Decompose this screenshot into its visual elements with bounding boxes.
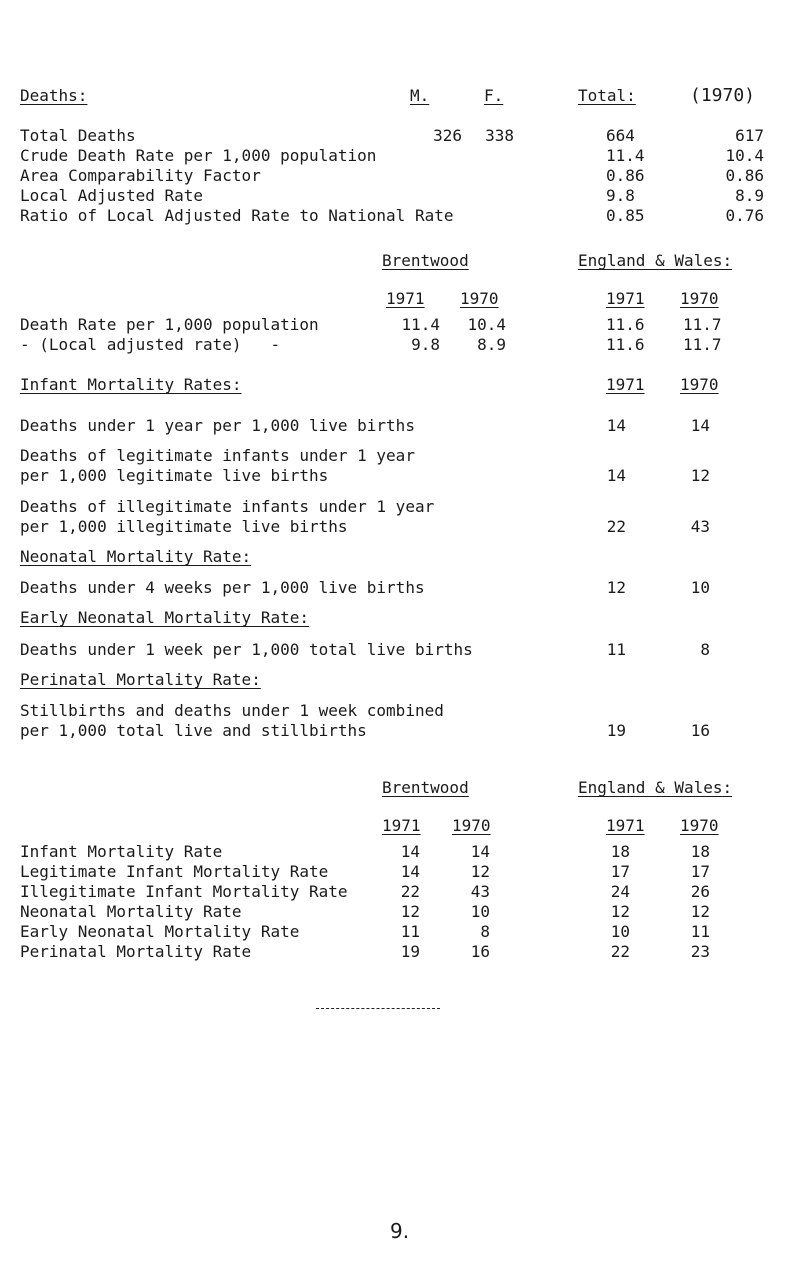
deaths-row-total: 664 <box>606 126 635 145</box>
deaths-row-total: 0.86 <box>606 166 645 185</box>
early-neonatal-label: Deaths under 1 week per 1,000 total live births <box>20 640 473 659</box>
comparison-value: 11 <box>400 922 420 941</box>
infant-heading: Infant Mortality Rates: <box>20 375 242 394</box>
year-header: 1970 <box>680 816 719 835</box>
comparison-value: 10 <box>610 922 630 941</box>
death-rate-value: 10.4 <box>467 315 506 334</box>
deaths-row-label: Area Comparability Factor <box>20 166 261 185</box>
year-header: 1970 <box>452 816 491 835</box>
comparison-value: 14 <box>470 842 490 861</box>
comparison-value: 8 <box>480 922 490 941</box>
comparison-value: 14 <box>400 842 420 861</box>
group-brentwood-header: Brentwood <box>382 778 469 797</box>
perinatal-heading: Perinatal Mortality Rate: <box>20 670 261 689</box>
comparison-value: 12 <box>470 862 490 881</box>
death-rate-row-label: - (Local adjusted rate) - <box>20 335 281 354</box>
comparison-value: 43 <box>470 882 490 901</box>
year-header: 1971 <box>386 289 425 308</box>
year-header: 1970 <box>460 289 499 308</box>
comparison-value: 17 <box>690 862 710 881</box>
perinatal-label: Stillbirths and deaths under 1 week combined <box>20 701 444 720</box>
death-rate-value: 8.9 <box>477 335 506 354</box>
comparison-value: 12 <box>400 902 420 921</box>
infant-item-label: per 1,000 legitimate live births <box>20 466 329 485</box>
infant-value-1971: 22 <box>606 517 626 536</box>
comparison-value: 18 <box>610 842 630 861</box>
page-number: 9. <box>390 1219 410 1243</box>
infant-item-label: Deaths of illegitimate infants under 1 year <box>20 497 435 516</box>
comparison-value: 16 <box>470 942 490 961</box>
deaths-row-label: Total Deaths <box>20 126 136 145</box>
deaths-row-prev: 617 <box>735 126 764 145</box>
comparison-value: 22 <box>400 882 420 901</box>
comparison-value: 14 <box>400 862 420 881</box>
neonatal-heading: Neonatal Mortality Rate: <box>20 547 252 566</box>
deaths-heading: Deaths: <box>20 86 88 105</box>
comparison-value: 12 <box>690 902 710 921</box>
infant-value-1970: 43 <box>690 517 710 536</box>
comparison-value: 10 <box>470 902 490 921</box>
deaths-row-total: 0.85 <box>606 206 645 225</box>
deaths-row-prev: 8.9 <box>735 186 764 205</box>
col-total-header: Total: <box>578 86 636 105</box>
comparison-value: 18 <box>690 842 710 861</box>
death-rate-value: 11.4 <box>401 315 440 334</box>
deaths-row-prev: 0.76 <box>725 206 764 225</box>
comparison-row-label: Legitimate Infant Mortality Rate <box>20 862 329 881</box>
death-rate-value: 11.6 <box>606 315 645 334</box>
comparison-value: 24 <box>610 882 630 901</box>
comparison-value: 22 <box>610 942 630 961</box>
comparison-row-label: Early Neonatal Mortality Rate <box>20 922 300 941</box>
deaths-row-total: 11.4 <box>606 146 645 165</box>
comparison-value: 26 <box>690 882 710 901</box>
early-neonatal-value-1970: 8 <box>700 640 710 659</box>
deaths-row-prev: 0.86 <box>725 166 764 185</box>
deaths-row-male: 326 <box>433 126 462 145</box>
neonatal-label: Deaths under 4 weeks per 1,000 live births <box>20 578 425 597</box>
comparison-row-label: Illegitimate Infant Mortality Rate <box>20 882 348 901</box>
early-neonatal-value-1971: 11 <box>606 640 626 659</box>
infant-item-label: Deaths of legitimate infants under 1 year <box>20 446 415 465</box>
death-rate-value: 11.7 <box>683 315 722 334</box>
infant-value-1970: 12 <box>690 466 710 485</box>
death-rate-value: 11.6 <box>606 335 645 354</box>
infant-value-1971: 14 <box>606 466 626 485</box>
comparison-row-label: Infant Mortality Rate <box>20 842 223 861</box>
comparison-row-label: Neonatal Mortality Rate <box>20 902 242 921</box>
deaths-row-prev: 10.4 <box>725 146 764 165</box>
death-rate-row-label: Death Rate per 1,000 population <box>20 315 319 334</box>
neonatal-value-1971: 12 <box>606 578 626 597</box>
comparison-value: 11 <box>690 922 710 941</box>
year-header: 1971 <box>382 816 421 835</box>
neonatal-value-1970: 10 <box>690 578 710 597</box>
year-header: 1970 <box>680 289 719 308</box>
group-brentwood-header: Brentwood <box>382 251 469 270</box>
death-rate-value: 11.7 <box>683 335 722 354</box>
comparison-row-label: Perinatal Mortality Rate <box>20 942 252 961</box>
deaths-row-label: Local Adjusted Rate <box>20 186 204 205</box>
year-header: 1971 <box>606 375 645 394</box>
perinatal-value-1970: 16 <box>690 721 710 740</box>
deaths-row-total: 9.8 <box>606 186 635 205</box>
infant-value-1970: 14 <box>690 416 710 435</box>
perinatal-value-1971: 19 <box>606 721 626 740</box>
group-england-wales-header: England & Wales: <box>578 251 733 270</box>
year-header: 1971 <box>606 289 645 308</box>
infant-item-label: Deaths under 1 year per 1,000 live births <box>20 416 415 435</box>
infant-value-1971: 14 <box>606 416 626 435</box>
deaths-row-female: 338 <box>485 126 514 145</box>
comparison-value: 17 <box>610 862 630 881</box>
deaths-row-label: Ratio of Local Adjusted Rate to National Rate <box>20 206 454 225</box>
comparison-value: 12 <box>610 902 630 921</box>
section-divider <box>316 1008 440 1009</box>
year-header: 1971 <box>606 816 645 835</box>
group-england-wales-header: England & Wales: <box>578 778 733 797</box>
perinatal-label: per 1,000 total live and stillbirths <box>20 721 367 740</box>
comparison-value: 23 <box>690 942 710 961</box>
year-header: 1970 <box>680 375 719 394</box>
death-rate-value: 9.8 <box>411 335 440 354</box>
infant-item-label: per 1,000 illegitimate live births <box>20 517 348 536</box>
early-neonatal-heading: Early Neonatal Mortality Rate: <box>20 608 309 627</box>
deaths-row-label: Crude Death Rate per 1,000 population <box>20 146 377 165</box>
col-female-header: F. <box>484 86 504 105</box>
col-1970-header: (1970) <box>690 85 756 106</box>
comparison-value: 19 <box>400 942 420 961</box>
col-male-header: M. <box>410 86 430 105</box>
